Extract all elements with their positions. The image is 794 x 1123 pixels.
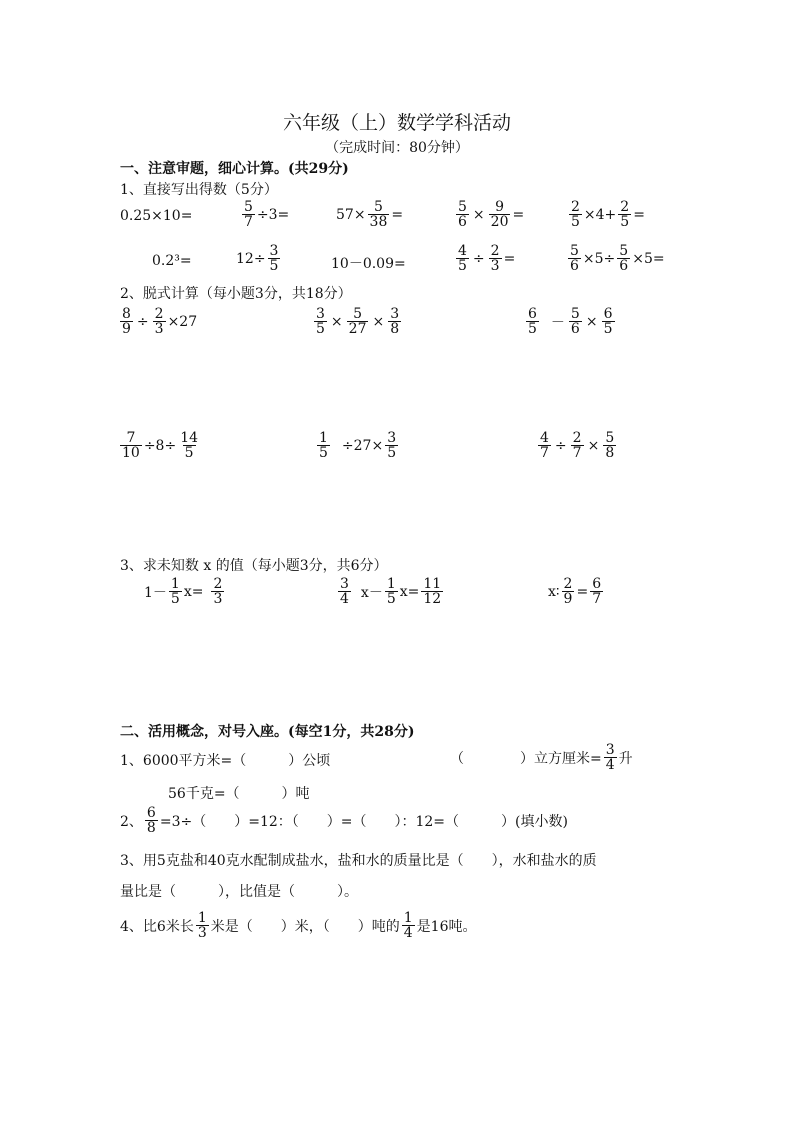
fraction (604, 743, 617, 772)
fraction (368, 200, 390, 229)
numerator: 3 (387, 430, 397, 446)
part2-label: 2、脱式计算（每小题3分，共18分） (120, 286, 352, 302)
denominator: 4 (605, 757, 615, 773)
expr-text: 57× (336, 206, 366, 223)
fraction (385, 431, 398, 460)
problem-1-3 (336, 200, 403, 229)
numerator: 4 (458, 243, 467, 259)
numerator: 5 (374, 199, 383, 215)
fraction (314, 307, 327, 336)
fraction (317, 431, 330, 460)
expr-text: 1－ (144, 584, 167, 601)
expr-text: x= (399, 583, 420, 600)
numerator: 6 (146, 805, 156, 821)
denominator: 27 (348, 321, 367, 337)
numerator: 2 (154, 306, 164, 322)
denominator: 5 (170, 591, 180, 607)
denominator: 7 (592, 591, 602, 607)
problem-1-2 (240, 200, 289, 229)
operator: ÷ (554, 437, 567, 454)
expr-text: 10－0.09= (331, 256, 406, 272)
expr-text: ÷27× (341, 437, 384, 454)
expr-text: ×5÷ (582, 250, 616, 267)
denominator: 3 (490, 258, 500, 274)
operator: × (472, 206, 485, 223)
fill-q2 (120, 806, 568, 835)
denominator: 5 (458, 258, 467, 274)
operator: ÷ (136, 313, 149, 330)
fraction (569, 307, 582, 336)
fill-q1c: 56千克=（ ）吨 (168, 786, 310, 802)
fraction (120, 307, 133, 336)
fraction (347, 307, 369, 336)
fraction (590, 577, 603, 606)
part3-label: 3、求未知数 x 的值（每小题3分，共6分） (120, 558, 388, 574)
operator: － (550, 314, 565, 331)
fraction (603, 431, 616, 460)
numerator: 3 (316, 306, 325, 322)
numerator: 5 (570, 306, 580, 322)
expr-text: = (503, 250, 516, 267)
numerator: 5 (619, 243, 629, 259)
section1-heading: 一、注意审题，细心计算。(共29分) (120, 161, 349, 177)
fraction (402, 911, 415, 940)
fraction (153, 307, 166, 336)
fill-q3-line2: 量比是（ ），比值是（ ）。 (120, 884, 358, 900)
expr-text: 米是（ ）米，（ ）吨的 (210, 918, 400, 935)
numerator: 5 (353, 306, 363, 322)
numerator: 6 (592, 576, 602, 592)
operator: × (330, 313, 343, 330)
fraction (268, 244, 281, 273)
numerator: 2 (213, 576, 223, 592)
denominator: 5 (319, 445, 328, 461)
fraction (568, 244, 581, 273)
denominator: 4 (340, 591, 349, 607)
section2-heading: 二、活用概念，对号入座。(每空1分，共28分) (120, 724, 415, 740)
numerator: 1 (319, 430, 328, 446)
fraction (421, 577, 443, 606)
problem-1-5 (567, 200, 645, 229)
problem-1-7 (236, 244, 282, 273)
expr-text: ÷8÷ (143, 437, 177, 454)
expr-text: ÷3= (256, 206, 290, 223)
expr-text: 0.25×10= (120, 208, 193, 224)
expr-text: x∶ (548, 583, 560, 600)
denominator: 8 (146, 820, 156, 836)
fraction (169, 577, 182, 606)
expr-text: =3÷（ ）=12：（ ）=（ ）：12=（ ）(填小数) (159, 813, 568, 830)
expr-text: ×5= (632, 250, 665, 267)
denominator: 5 (269, 258, 279, 274)
numerator: 3 (390, 306, 400, 322)
calc-4 (118, 431, 202, 460)
numerator: 7 (126, 430, 136, 446)
numerator: 2 (563, 576, 573, 592)
expr-text: = (391, 206, 404, 223)
fraction (571, 431, 584, 460)
denominator: 7 (540, 445, 549, 461)
numerator: 3 (340, 576, 349, 592)
fraction (489, 244, 502, 273)
expr-text: 升 (618, 750, 633, 767)
numerator: 1 (170, 576, 180, 592)
denominator: 8 (390, 321, 400, 337)
fill-q1a: 1、6000平方米=（ ）公顷 (120, 753, 331, 769)
numerator: 1 (403, 910, 413, 926)
numerator: 3 (269, 243, 279, 259)
fraction (211, 577, 224, 606)
fraction (618, 200, 631, 229)
numerator: 5 (244, 199, 253, 215)
calc-2 (312, 307, 403, 336)
expr-text: （ ）立方厘米= (450, 750, 602, 767)
problem-1-8 (331, 253, 406, 273)
problem-1-1 (120, 208, 192, 224)
numerator: 3 (605, 742, 615, 758)
numerator: 4 (540, 430, 549, 446)
numerator: 2 (490, 243, 500, 259)
fraction (385, 577, 398, 606)
denominator: 7 (244, 214, 253, 230)
denominator: 38 (369, 214, 388, 230)
fraction (178, 431, 200, 460)
expr-text: 2、 (120, 813, 143, 830)
fill-q1b (450, 743, 633, 772)
expr-text: x－ (360, 584, 383, 601)
expr-text: 4、比6米长 (120, 918, 194, 935)
denominator: 5 (528, 321, 537, 337)
calc-6 (536, 431, 618, 460)
numerator: 2 (620, 199, 630, 215)
denominator: 3 (154, 321, 164, 337)
denominator: 5 (620, 214, 630, 230)
fraction (456, 200, 469, 229)
denominator: 6 (458, 214, 467, 230)
denominator: 5 (386, 591, 396, 607)
equation-3 (548, 577, 605, 606)
fraction (388, 307, 401, 336)
expr-text: ×27 (167, 313, 198, 330)
calc-5 (315, 431, 400, 460)
calc-3 (524, 307, 617, 336)
operator: × (585, 313, 598, 330)
denominator: 7 (572, 445, 582, 461)
denominator: 6 (570, 321, 580, 337)
denominator: 5 (184, 445, 194, 461)
denominator: 3 (213, 591, 223, 607)
denominator: 5 (603, 321, 613, 337)
fraction (526, 307, 539, 336)
numerator: 14 (180, 430, 199, 446)
equation-2 (336, 577, 445, 606)
denominator: 6 (570, 258, 579, 274)
fraction (456, 244, 469, 273)
fraction (602, 307, 615, 336)
numerator: 6 (603, 306, 613, 322)
page-title: 六年级（上）数学学科活动 (282, 112, 511, 134)
numerator: 5 (458, 199, 467, 215)
problem-1-10 (566, 244, 665, 273)
expr-text: 0.2³= (152, 253, 192, 269)
operator: ÷ (472, 250, 485, 267)
problem-1-4 (454, 200, 524, 229)
denominator: 5 (571, 214, 580, 230)
fill-q4 (120, 911, 477, 940)
denominator: 20 (490, 214, 509, 230)
numerator: 5 (605, 430, 615, 446)
denominator: 9 (563, 591, 573, 607)
expr-text: ×4+ (583, 206, 617, 223)
fraction (538, 431, 551, 460)
fraction (145, 806, 158, 835)
operator: × (372, 313, 385, 330)
denominator: 3 (197, 925, 207, 941)
denominator: 6 (619, 258, 629, 274)
fraction (569, 200, 582, 229)
page-subtitle: （完成时间：80分钟） (325, 140, 469, 156)
denominator: 5 (387, 445, 397, 461)
expr-text: = (633, 206, 645, 223)
expr-text: = (512, 206, 525, 223)
numerator: 2 (571, 199, 580, 215)
numerator: 1 (386, 576, 396, 592)
problem-1-6 (152, 253, 192, 269)
operator: × (587, 437, 600, 454)
fraction (196, 911, 209, 940)
calc-1 (118, 307, 197, 336)
expr-text: = (576, 583, 589, 600)
fraction (489, 200, 511, 229)
numerator: 8 (122, 306, 131, 322)
problem-1-9 (454, 244, 515, 273)
denominator: 9 (122, 321, 131, 337)
denominator: 5 (316, 321, 325, 337)
fraction (242, 200, 255, 229)
denominator: 8 (605, 445, 615, 461)
numerator: 6 (528, 306, 537, 322)
denominator: 10 (122, 445, 140, 461)
fraction (617, 244, 630, 273)
part1-label: 1、直接写出得数（5分） (120, 182, 278, 198)
fraction (120, 431, 142, 460)
denominator: 12 (423, 591, 442, 607)
fraction (562, 577, 575, 606)
expr-text: x= (183, 583, 204, 600)
numerator: 1 (197, 910, 207, 926)
numerator: 2 (572, 430, 582, 446)
fill-q3-line1: 3、用5克盐和40克水配制成盐水，盐和水的质量比是（ ），水和盐水的质 (120, 853, 597, 869)
fraction (338, 577, 351, 606)
expr-text: 是16吨。 (416, 918, 477, 935)
numerator: 5 (570, 243, 579, 259)
denominator: 4 (403, 925, 413, 941)
expr-text: 12÷ (236, 250, 266, 267)
numerator: 11 (423, 576, 442, 592)
equation-1 (144, 577, 226, 606)
numerator: 9 (495, 199, 505, 215)
